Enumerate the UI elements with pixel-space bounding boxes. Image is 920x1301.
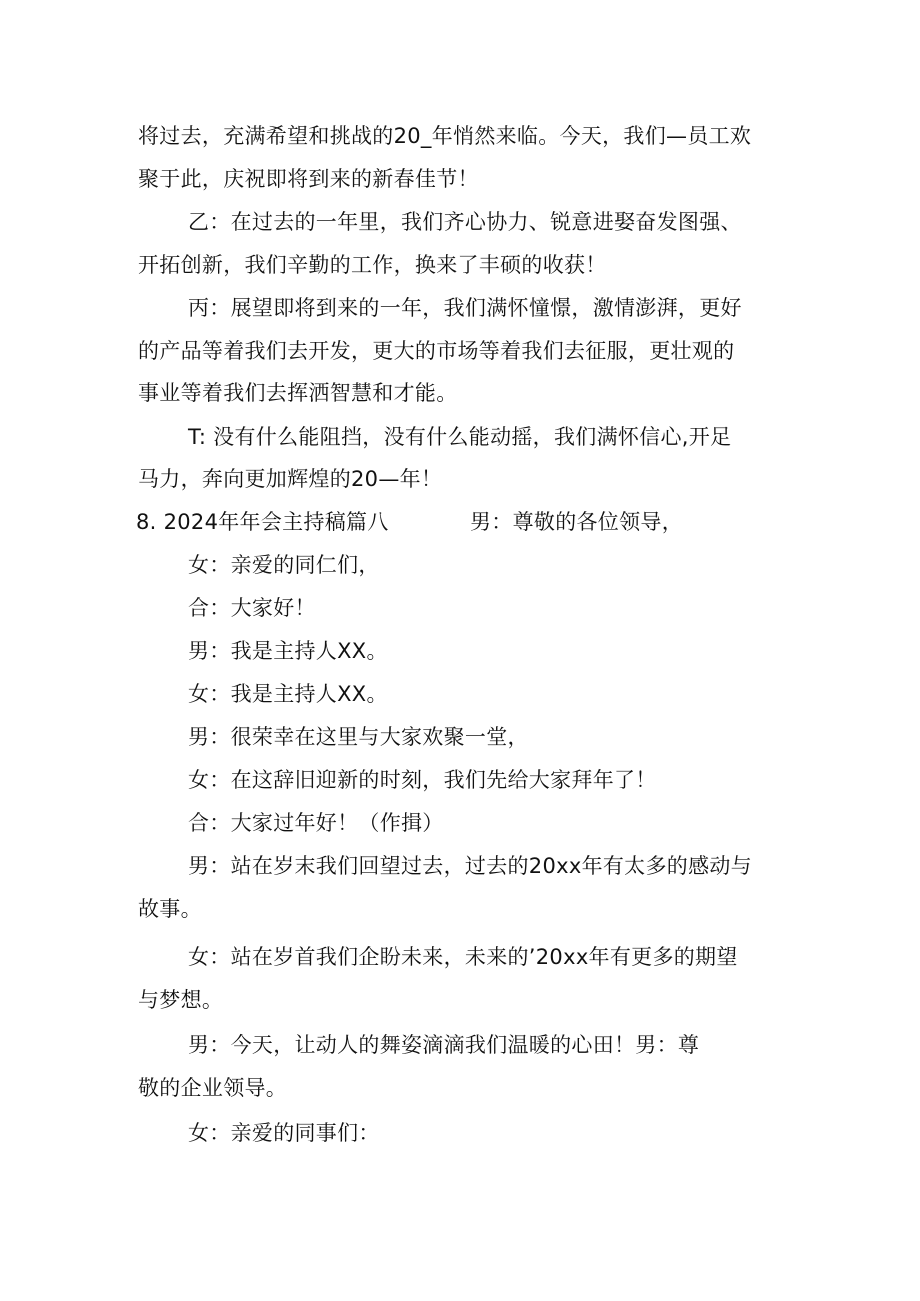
text-line: 将过去，充满希望和挑战的20_年悄然来临。今天，我们—员工欢 (138, 124, 752, 148)
text-line: 女：在这辞旧迎新的时刻，我们先给大家拜年了！ (188, 768, 657, 792)
text-line: 女：亲爱的同事们： (188, 1121, 380, 1145)
section-heading: 8. 2024年年会主持稿篇八 (136, 510, 389, 534)
text-line: 马力，奔向更加辉煌的20—年！ (138, 467, 443, 491)
text-line: 敬的企业领导。 (138, 1076, 288, 1100)
text-line: 女：我是主持人XX。 (188, 682, 388, 706)
text-line: 的产品等着我们去开发，更大的市场等着我们去征服，更壮观的 (138, 339, 735, 363)
text-line: 聚于此，庆祝即将到来的新春佳节！ (138, 167, 479, 191)
text-line: 男：今天，让动人的舞姿滴滴我们温暖的心田！男：尊 (188, 1033, 700, 1057)
text-line: 故事。 (138, 897, 202, 921)
text-line: 开拓创新，我们辛勤的工作，换来了丰硕的收获！ (138, 253, 607, 277)
text-line: 男：很荣幸在这里与大家欢聚一堂， (188, 725, 529, 749)
text-line: 合：大家过年好！（作揖） (188, 811, 444, 835)
text-line: 丙：展望即将到来的一年，我们满怀憧憬，激情澎湃，更好 (188, 296, 742, 320)
text-line: 男：站在岁末我们回望过去，过去的20xx年有太多的感动与 (188, 854, 752, 878)
text-line: 与梦想。 (138, 988, 224, 1012)
text-line: 合：大家好！ (188, 596, 316, 620)
text-line: 男：我是主持人XX。 (188, 639, 388, 663)
text-line: 男：尊敬的各位领导， (470, 510, 683, 534)
text-line: T: 没有什么能阻挡，没有什么能动摇，我们满怀信心,开足 (188, 425, 732, 449)
text-line: 女：站在岁首我们企盼未来，未来的’20xx年有更多的期望 (188, 945, 738, 969)
text-line: 女：亲爱的同仁们， (188, 553, 380, 577)
text-line: 乙：在过去的一年里，我们齐心协力、锐意进娶奋发图强、 (188, 210, 742, 234)
text-line: 事业等着我们去挥洒智慧和才能。 (138, 381, 458, 405)
